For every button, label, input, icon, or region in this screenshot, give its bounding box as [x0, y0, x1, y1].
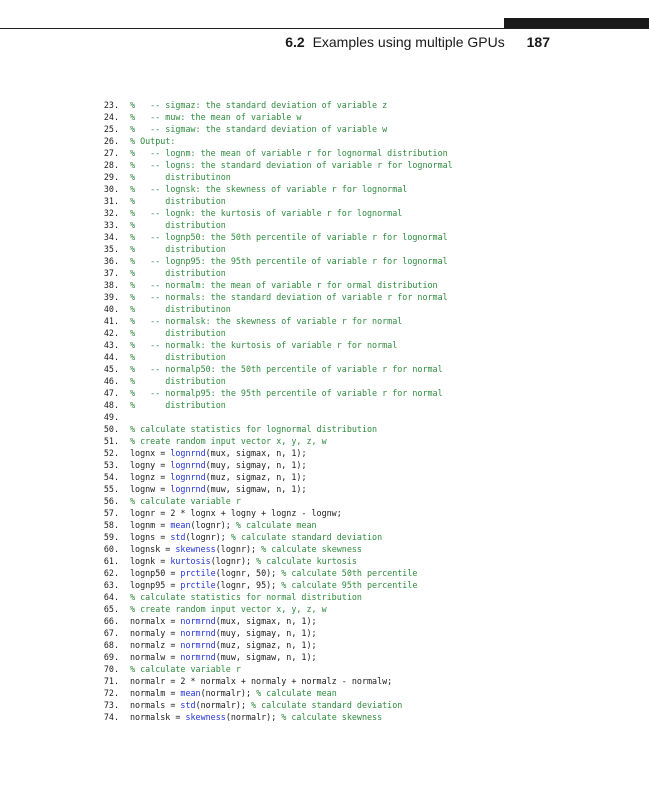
line-number: 23.	[103, 100, 119, 110]
line-number: 58.	[103, 520, 119, 530]
code-line	[0, 219, 649, 231]
code-comment: % calculate 95th percentile	[281, 580, 418, 590]
code-line	[0, 651, 649, 663]
code-text	[130, 219, 226, 231]
code-text	[130, 567, 417, 579]
code-comment: % -- sigmaw: the standard deviation of variable w	[130, 124, 388, 134]
code-text	[130, 111, 301, 123]
code-line	[0, 135, 649, 147]
line-number: 66.	[103, 616, 119, 626]
code-line	[0, 687, 649, 699]
code-line	[0, 375, 649, 387]
code-comment: % distribution	[130, 244, 226, 254]
code-function: normrnd	[180, 616, 216, 626]
code-line	[0, 123, 649, 135]
code-text	[130, 267, 226, 279]
code-comment: % distribution	[130, 196, 226, 206]
code-text	[130, 603, 327, 615]
code-comment: % calculate mean	[235, 520, 317, 530]
code-plain: (muw, sigmaw, n, 1);	[215, 652, 317, 662]
line-number: 39.	[103, 292, 119, 302]
code-text	[130, 207, 402, 219]
code-line	[0, 543, 649, 555]
code-comment: % distribution	[130, 400, 226, 410]
code-text	[130, 291, 448, 303]
code-comment: % -- normalsk: the skewness of variable r for normal	[130, 316, 403, 326]
code-line	[0, 411, 649, 423]
code-plain: lognp95 =	[130, 580, 181, 590]
code-text	[130, 435, 327, 447]
code-line	[0, 663, 649, 675]
code-line	[0, 711, 649, 723]
line-number: 55.	[103, 484, 119, 494]
code-text	[130, 159, 453, 171]
code-plain: lognsk =	[130, 544, 176, 554]
code-plain: (muy, sigmay, n, 1);	[205, 460, 307, 470]
code-plain: (mux, sigmax, n, 1);	[205, 448, 307, 458]
code-text	[130, 675, 392, 687]
code-text	[130, 495, 241, 507]
code-plain: (normalr);	[195, 700, 252, 710]
code-function: lognrnd	[170, 460, 206, 470]
code-plain: (lognr, 50);	[215, 568, 282, 578]
code-line	[0, 267, 649, 279]
code-text	[130, 555, 357, 567]
code-function: std	[180, 700, 196, 710]
code-text	[130, 375, 226, 387]
code-text	[130, 147, 448, 159]
code-plain: logny =	[130, 460, 171, 470]
line-number: 60.	[103, 544, 119, 554]
code-comment: % calculate variable r	[130, 496, 241, 506]
line-number: 29.	[103, 172, 119, 182]
code-comment: % -- normalm: the mean of variable r for ormal distribution	[130, 280, 438, 290]
code-plain: lognw =	[130, 484, 171, 494]
code-line	[0, 471, 649, 483]
code-function: normrnd	[180, 652, 216, 662]
code-line	[0, 507, 649, 519]
page-number: 187	[526, 34, 550, 50]
code-text	[130, 615, 317, 627]
code-line	[0, 579, 649, 591]
code-comment: % calculate statistics for lognormal distribution	[130, 424, 378, 434]
code-line	[0, 591, 649, 603]
header-rule	[0, 28, 649, 29]
code-comment: % -- normalk: the kurtosis of variable r for normal	[130, 340, 398, 350]
code-line	[0, 171, 649, 183]
code-comment: % -- lognp95: the 95th percentile of variable r for lognormal	[130, 256, 448, 266]
code-line	[0, 159, 649, 171]
code-text	[130, 519, 317, 531]
code-text	[130, 651, 317, 663]
code-text	[130, 303, 231, 315]
code-line	[0, 387, 649, 399]
code-line	[0, 351, 649, 363]
code-function: normrnd	[180, 640, 216, 650]
code-line	[0, 279, 649, 291]
code-plain: normalw =	[130, 652, 181, 662]
code-comment: % calculate variable r	[130, 664, 241, 674]
code-text	[130, 663, 241, 675]
code-comment: % calculate kurtosis	[256, 556, 357, 566]
line-number: 62.	[103, 568, 119, 578]
code-comment: % calculate standard deviation	[230, 532, 383, 542]
code-function: lognrnd	[170, 484, 206, 494]
line-number: 50.	[103, 424, 119, 434]
line-number: 36.	[103, 256, 119, 266]
line-number: 54.	[103, 472, 119, 482]
code-comment: % create random input vector x, y, z, w	[130, 436, 327, 446]
code-line	[0, 99, 649, 111]
code-comment: % distribution	[130, 352, 226, 362]
code-plain: (muz, sigmaz, n, 1);	[215, 640, 317, 650]
code-comment: % distribution	[130, 376, 226, 386]
code-plain: lognz =	[130, 472, 171, 482]
code-line	[0, 495, 649, 507]
code-line	[0, 315, 649, 327]
code-line	[0, 339, 649, 351]
code-plain: (normalr);	[225, 712, 282, 722]
code-comment: % -- lognsk: the skewness of variable r for lognormal	[130, 184, 408, 194]
line-number: 73.	[103, 700, 119, 710]
code-plain: lognr = 2 * lognx + logny + lognz - lognw;	[130, 508, 342, 518]
code-plain: normalz =	[130, 640, 181, 650]
code-comment: % calculate mean	[256, 688, 337, 698]
code-line	[0, 399, 649, 411]
code-line	[0, 675, 649, 687]
code-text	[130, 171, 231, 183]
code-line	[0, 435, 649, 447]
code-text	[130, 579, 417, 591]
line-number: 34.	[103, 232, 119, 242]
line-number: 32.	[103, 208, 119, 218]
line-number: 37.	[103, 268, 119, 278]
code-plain: (lognr);	[215, 544, 262, 554]
code-line	[0, 363, 649, 375]
line-number: 57.	[103, 508, 119, 518]
code-plain: normalsk =	[130, 712, 186, 722]
code-comment: % distributinon	[130, 304, 231, 314]
code-line	[0, 483, 649, 495]
code-comment: % -- normals: the standard deviation of variable r for normal	[130, 292, 448, 302]
code-plain: lognk =	[130, 556, 171, 566]
code-line	[0, 111, 649, 123]
code-plain: (muy, sigmay, n, 1);	[215, 628, 317, 638]
code-comment: % -- lognk: the kurtosis of variable r for lognormal	[130, 208, 403, 218]
code-function: mean	[180, 688, 201, 698]
line-number: 46.	[103, 376, 119, 386]
code-line	[0, 627, 649, 639]
code-comment: % distribution	[130, 220, 226, 230]
code-text	[130, 507, 342, 519]
line-number: 43.	[103, 340, 119, 350]
code-comment: % distributinon	[130, 172, 231, 182]
code-text	[130, 363, 443, 375]
code-text	[130, 231, 448, 243]
line-number: 63.	[103, 580, 119, 590]
code-line	[0, 555, 649, 567]
code-line	[0, 567, 649, 579]
code-function: mean	[170, 520, 191, 530]
code-text	[130, 699, 402, 711]
code-comment: % calculate skewness	[261, 544, 362, 554]
line-number: 70.	[103, 664, 119, 674]
line-number: 42.	[103, 328, 119, 338]
line-number: 71.	[103, 676, 119, 686]
code-line	[0, 327, 649, 339]
line-number: 56.	[103, 496, 119, 506]
code-plain: normals =	[130, 700, 181, 710]
code-line	[0, 639, 649, 651]
code-plain: (lognr);	[190, 520, 236, 530]
line-number: 45.	[103, 364, 119, 374]
code-line	[0, 459, 649, 471]
line-number: 51.	[103, 436, 119, 446]
header-corner-bar	[504, 18, 649, 28]
code-text	[130, 543, 362, 555]
code-comment: % distribution	[130, 328, 226, 338]
code-function: skewness	[175, 544, 216, 554]
code-text	[130, 183, 407, 195]
code-comment: % -- logns: the standard deviation of variable r for lognormal	[130, 160, 453, 170]
code-line	[0, 255, 649, 267]
code-text	[130, 627, 317, 639]
code-plain: normalr = 2 * normalx + normaly + normalz - normalw;	[130, 676, 393, 686]
code-text	[130, 351, 226, 363]
code-function: lognrnd	[170, 472, 206, 482]
code-text	[130, 327, 226, 339]
code-line	[0, 291, 649, 303]
line-number: 28.	[103, 160, 119, 170]
line-number: 67.	[103, 628, 119, 638]
code-comment: % calculate 50th percentile	[281, 568, 418, 578]
code-plain: normalx =	[130, 616, 181, 626]
code-line	[0, 303, 649, 315]
code-function: normrnd	[180, 628, 216, 638]
code-text	[130, 639, 317, 651]
line-number: 48.	[103, 400, 119, 410]
code-plain: normalm =	[130, 688, 181, 698]
code-function: prctile	[180, 568, 216, 578]
line-number: 25.	[103, 124, 119, 134]
code-comment: % calculate standard deviation	[251, 700, 403, 710]
line-number: 61.	[103, 556, 119, 566]
code-plain: lognm =	[130, 520, 171, 530]
line-number: 38.	[103, 280, 119, 290]
line-number: 59.	[103, 532, 119, 542]
code-text	[130, 711, 382, 723]
code-function: prctile	[180, 580, 216, 590]
code-line	[0, 615, 649, 627]
code-text	[130, 99, 387, 111]
line-number: 68.	[103, 640, 119, 650]
line-number: 41.	[103, 316, 119, 326]
line-number: 53.	[103, 460, 119, 470]
line-number: 31.	[103, 196, 119, 206]
code-function: skewness	[185, 712, 226, 722]
line-number: 52.	[103, 448, 119, 458]
code-line	[0, 519, 649, 531]
code-comment: % -- normalp50: the 50th percentile of variable r for normal	[130, 364, 443, 374]
code-plain: (lognr);	[210, 556, 257, 566]
code-line	[0, 207, 649, 219]
line-number: 27.	[103, 148, 119, 158]
code-plain: (muw, sigmaw, n, 1);	[205, 484, 307, 494]
code-plain: (lognr);	[185, 532, 231, 542]
code-comment: % -- lognm: the mean of variable r for lognormal distribution	[130, 148, 448, 158]
code-text	[130, 399, 226, 411]
code-line	[0, 423, 649, 435]
code-text	[130, 459, 306, 471]
code-line	[0, 699, 649, 711]
code-line	[0, 243, 649, 255]
code-text	[130, 531, 382, 543]
line-number: 30.	[103, 184, 119, 194]
line-number: 33.	[103, 220, 119, 230]
code-comment: % -- sigmaz: the standard deviation of variable z	[130, 100, 388, 110]
code-text	[130, 243, 226, 255]
code-line	[0, 195, 649, 207]
code-line	[0, 231, 649, 243]
code-text	[130, 483, 306, 495]
code-comment: % create random input vector x, y, z, w	[130, 604, 327, 614]
code-plain: normaly =	[130, 628, 181, 638]
code-line	[0, 603, 649, 615]
code-text	[130, 447, 306, 459]
code-text	[130, 279, 438, 291]
line-number: 35.	[103, 244, 119, 254]
code-text	[130, 387, 443, 399]
line-number: 72.	[103, 688, 119, 698]
line-number: 47.	[103, 388, 119, 398]
code-comment: % -- lognp50: the 50th percentile of variable r for lognormal	[130, 232, 448, 242]
code-comment: % distribution	[130, 268, 226, 278]
code-listing	[0, 99, 649, 723]
code-text	[130, 315, 402, 327]
line-number: 40.	[103, 304, 119, 314]
code-plain: (normalr);	[200, 688, 257, 698]
section-number: 6.2	[285, 34, 305, 50]
line-number: 44.	[103, 352, 119, 362]
running-head	[285, 34, 550, 50]
code-plain: logns =	[130, 532, 171, 542]
code-line	[0, 531, 649, 543]
code-function: std	[170, 532, 186, 542]
code-text	[130, 123, 387, 135]
code-text	[130, 195, 226, 207]
code-line	[0, 447, 649, 459]
line-number: 49.	[103, 412, 119, 422]
code-plain: (mux, sigmax, n, 1);	[215, 616, 317, 626]
code-text	[130, 471, 306, 483]
line-number: 26.	[103, 136, 119, 146]
code-line	[0, 147, 649, 159]
code-text	[130, 255, 448, 267]
code-text	[130, 135, 175, 147]
code-line	[0, 183, 649, 195]
line-number: 65.	[103, 604, 119, 614]
code-comment: % -- normalp95: the 95th percentile of variable r for normal	[130, 388, 443, 398]
code-plain: (lognr, 95);	[215, 580, 282, 590]
code-plain: lognp50 =	[130, 568, 181, 578]
code-plain: (muz, sigmaz, n, 1);	[205, 472, 307, 482]
code-comment: % calculate statistics for normal distribution	[130, 592, 362, 602]
code-text	[130, 591, 362, 603]
code-function: lognrnd	[170, 448, 206, 458]
code-text	[130, 687, 337, 699]
code-plain: lognx =	[130, 448, 171, 458]
line-number: 24.	[103, 112, 119, 122]
section-title: Examples using multiple GPUs	[312, 34, 505, 50]
line-number: 69.	[103, 652, 119, 662]
code-text	[130, 423, 377, 435]
line-number: 74.	[103, 712, 119, 722]
code-function: kurtosis	[170, 556, 211, 566]
code-comment: % calculate skewness	[281, 712, 383, 722]
line-number: 64.	[103, 592, 119, 602]
code-comment: % -- muw: the mean of variable w	[130, 112, 302, 122]
code-comment: % Output:	[130, 136, 176, 146]
code-text	[130, 339, 397, 351]
